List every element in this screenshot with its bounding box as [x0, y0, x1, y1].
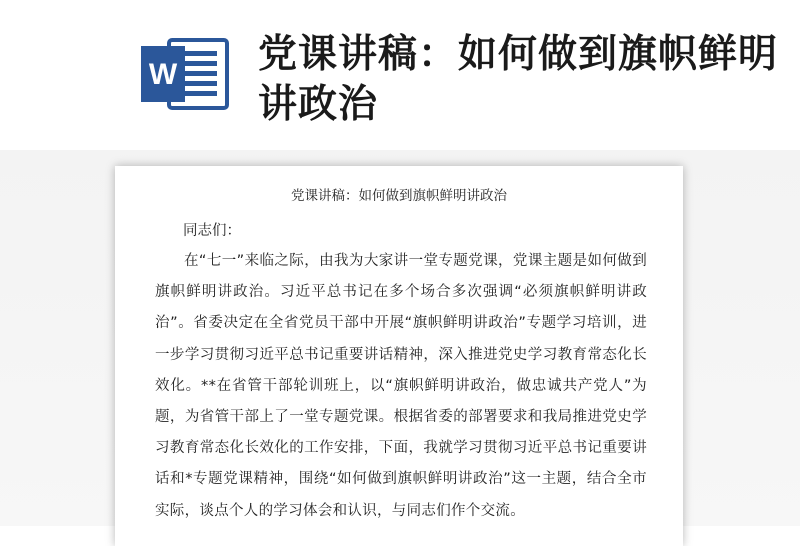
header-banner: [0, 0, 800, 160]
document-title: 党课讲稿：如何做到旗帜鲜明讲政治: [291, 188, 507, 204]
page-title: 党课讲稿：如何做到旗帜鲜明讲政治: [258, 32, 779, 127]
document-page: [115, 166, 683, 546]
word-document-icon: [139, 34, 231, 114]
body-paragraph: 在“七一”来临之际，由我为大家讲一堂专题党课，党课主题是如何做到旗帜鲜明讲政治。习近平总书记在多个场合多次强调“必须旗帜鲜明讲政治”。省委决定在全省党员干部中开展“旗帜鲜明讲政治”专题学习培训，进一步学习贯彻习近平总书记重要讲话精神，深入推进党史学习教育常态化长效化。**在省管干部轮训班上，以“旗帜鲜明讲政治，做忠诚共产党人”为题，为省管干部上了一堂专题党课。根据省委的部署要求和我局推进党史学习教育常态化长效化的工作安排，下面，我就学习贯彻习近平总书记重要讲话和*专题党课精神，围绕“如何做到旗帜鲜明讲政治”这一主题，结合全市实际，谈点个人的学习体会和认识，与同志们作个交流。: [155, 253, 647, 519]
salutation: 同志们：: [183, 223, 241, 239]
word-icon-letter: W: [148, 58, 178, 91]
